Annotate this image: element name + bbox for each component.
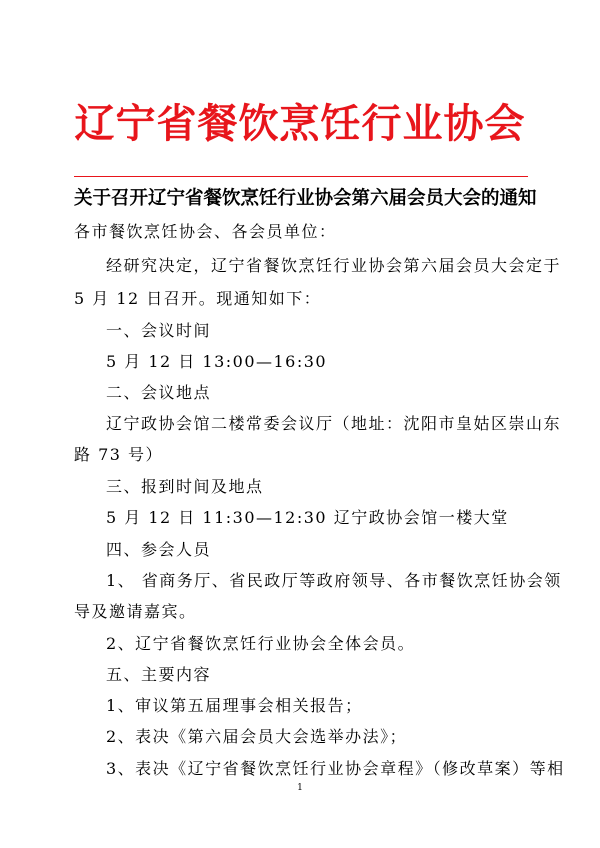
notice-title: 关于召开辽宁省餐饮烹饪行业协会第六届会员大会的通知 (74, 188, 537, 209)
content-item-1: 1、审议第五届理事会相关报告； (106, 696, 363, 715)
content-item-3: 3、表决《辽宁省餐饮烹饪行业协会章程》（修改草案）等相 (106, 759, 565, 778)
salutation: 各市餐饮烹饪协会、各会员单位： (74, 222, 337, 241)
attendees-item-1-line-1: 1、 省商务厅、省民政厅等政府领导、各市餐饮烹饪协会领 (106, 571, 562, 590)
meeting-time-text: 5 月 12 日 13:00—16:30 (106, 352, 328, 371)
attendees-item-2: 2、辽宁省餐饮烹饪行业协会全体会员。 (106, 634, 416, 653)
section-heading-content: 五、主要内容 (106, 665, 212, 684)
intro-line-1: 经研究决定，辽宁省餐饮烹饪行业协会第六届会员大会定于 (106, 256, 562, 275)
meeting-location-line-1: 辽宁政协会馆二楼常委会议厅（地址：沈阳市皇姑区崇山东 (106, 414, 562, 433)
page-number: 1 (297, 783, 303, 793)
organization-letterhead-title: 辽宁省餐饮烹饪行业协会 (74, 101, 526, 147)
section-heading-location: 二、会议地点 (106, 383, 212, 402)
section-heading-time: 一、会议时间 (106, 321, 212, 340)
attendees-item-1-line-2: 导及邀请嘉宾。 (74, 602, 197, 621)
content-item-2: 2、表决《第六届会员大会选举办法》； (106, 727, 408, 746)
letterhead-divider (74, 176, 528, 177)
section-heading-registration: 三、报到时间及地点 (106, 477, 264, 496)
meeting-location-line-2: 路 73 号） (74, 445, 164, 464)
registration-text: 5 月 12 日 11:30—12:30 辽宁政协会馆一楼大堂 (106, 508, 509, 527)
intro-line-2: 5 月 12 日召开。现通知如下： (74, 289, 322, 308)
section-heading-attendees: 四、参会人员 (106, 540, 212, 559)
